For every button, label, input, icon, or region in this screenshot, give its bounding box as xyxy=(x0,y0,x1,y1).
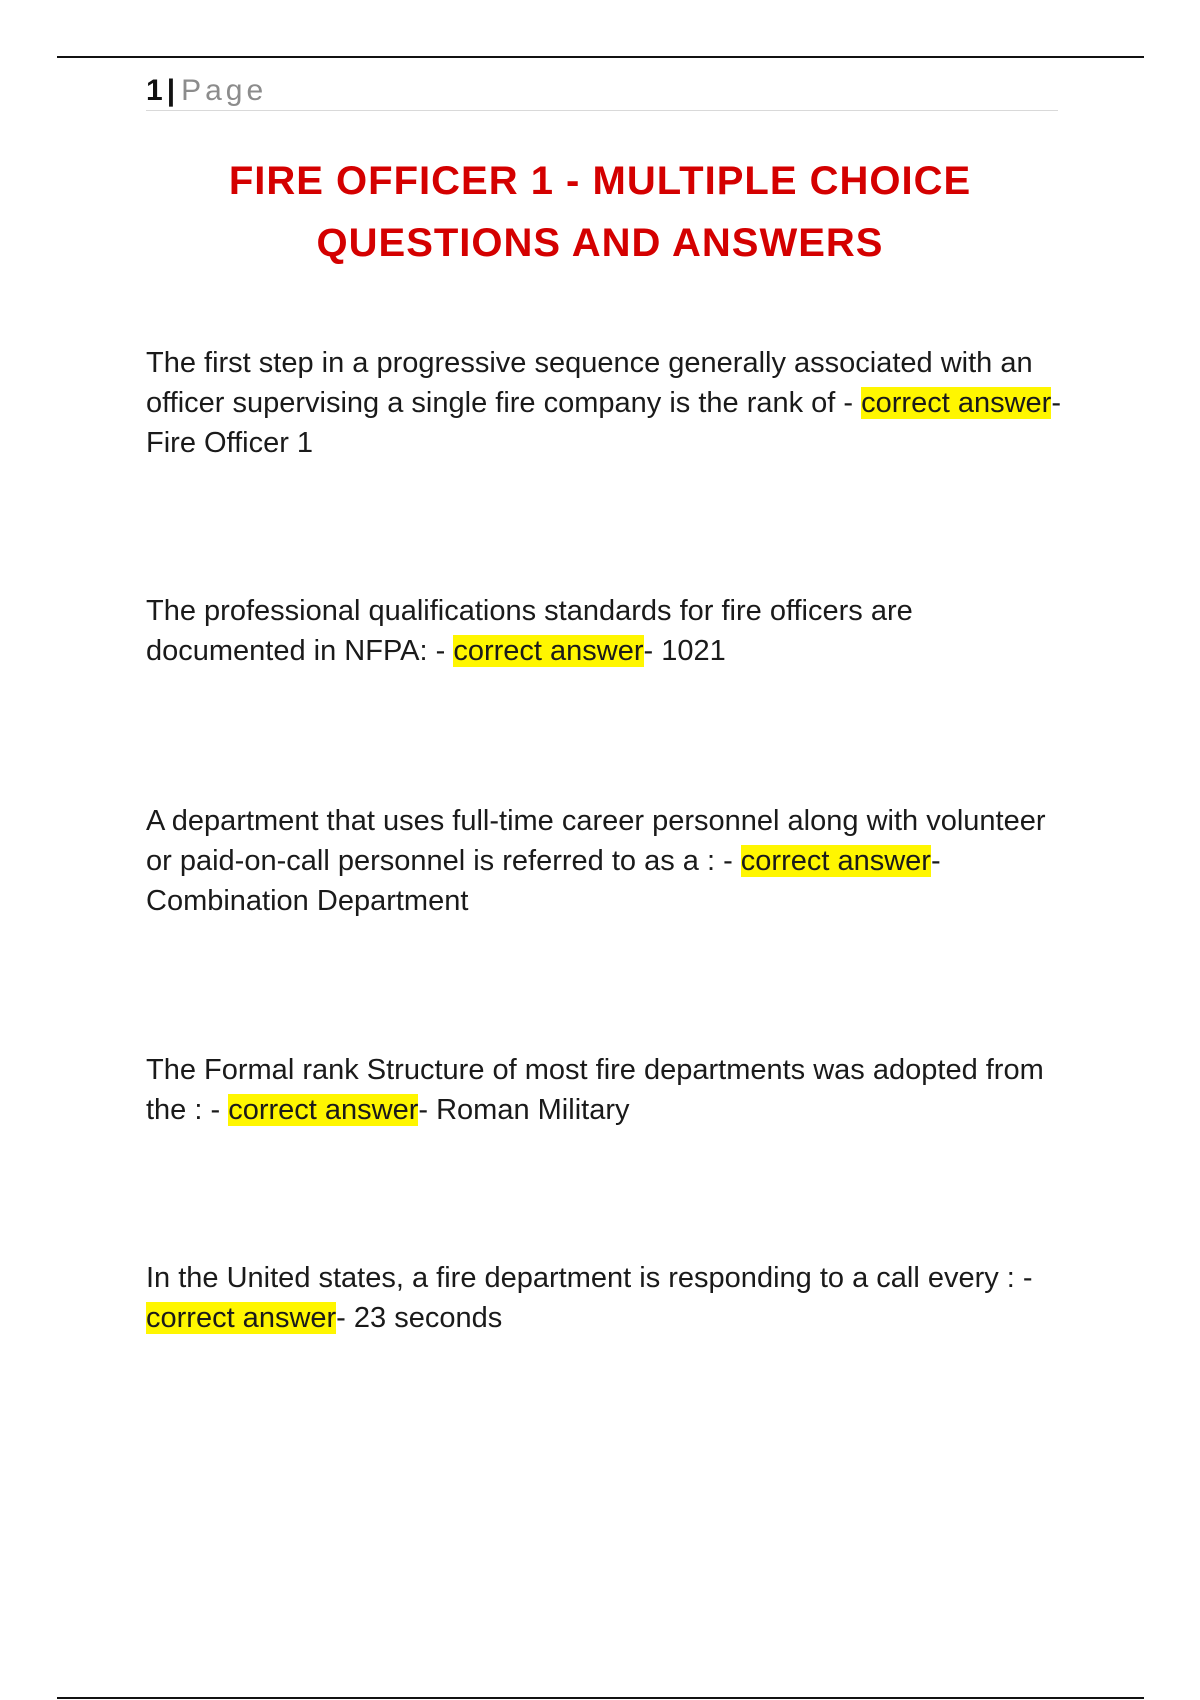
document-title xyxy=(100,150,1100,274)
qa-item xyxy=(146,1258,1066,1338)
page-header xyxy=(146,72,1058,111)
answer-text: - Combination Department xyxy=(146,845,941,917)
answer-text: - 1021 xyxy=(643,635,726,667)
title-line-1: FIRE OFFICER 1 - MULTIPLE CHOICE xyxy=(228,159,972,203)
qa-item xyxy=(146,343,1066,463)
question-text: The first step in a progressive sequence generally associated with an officer supervising a single fire company is the rank of - xyxy=(146,347,1033,419)
correct-answer-marker: correct answer xyxy=(146,1302,337,1334)
correct-answer-marker: correct answer xyxy=(453,635,644,667)
answer-text: - 23 seconds xyxy=(336,1302,503,1334)
qa-item xyxy=(146,1050,1066,1130)
correct-answer-marker: correct answer xyxy=(740,845,931,877)
question-text: The professional qualifications standards for fire officers are documented in NFPA: - xyxy=(146,595,913,667)
top-rule xyxy=(57,56,1144,58)
question-text: The Formal rank Structure of most fire departments was adopted from the : - xyxy=(146,1054,1044,1126)
question-text: A department that uses full-time career personnel along with volunteer or paid-on-call personnel is referred to as a : - xyxy=(146,805,1046,877)
page-separator: | xyxy=(166,74,176,107)
question-text: In the United states, a fire department is responding to a call every : - xyxy=(146,1262,1033,1294)
page-number-label xyxy=(146,74,267,108)
answer-text: - Fire Officer 1 xyxy=(146,387,1061,459)
correct-answer-marker: correct answer xyxy=(228,1094,419,1126)
bottom-rule xyxy=(57,1697,1144,1699)
page-number: 1 xyxy=(146,74,163,107)
qa-item xyxy=(146,801,1066,921)
qa-item xyxy=(146,591,1066,671)
answer-text: - Roman Military xyxy=(418,1094,630,1126)
correct-answer-marker: correct answer xyxy=(861,387,1052,419)
title-line-2: QUESTIONS AND ANSWERS xyxy=(316,221,884,265)
page-word: Page xyxy=(181,74,268,107)
